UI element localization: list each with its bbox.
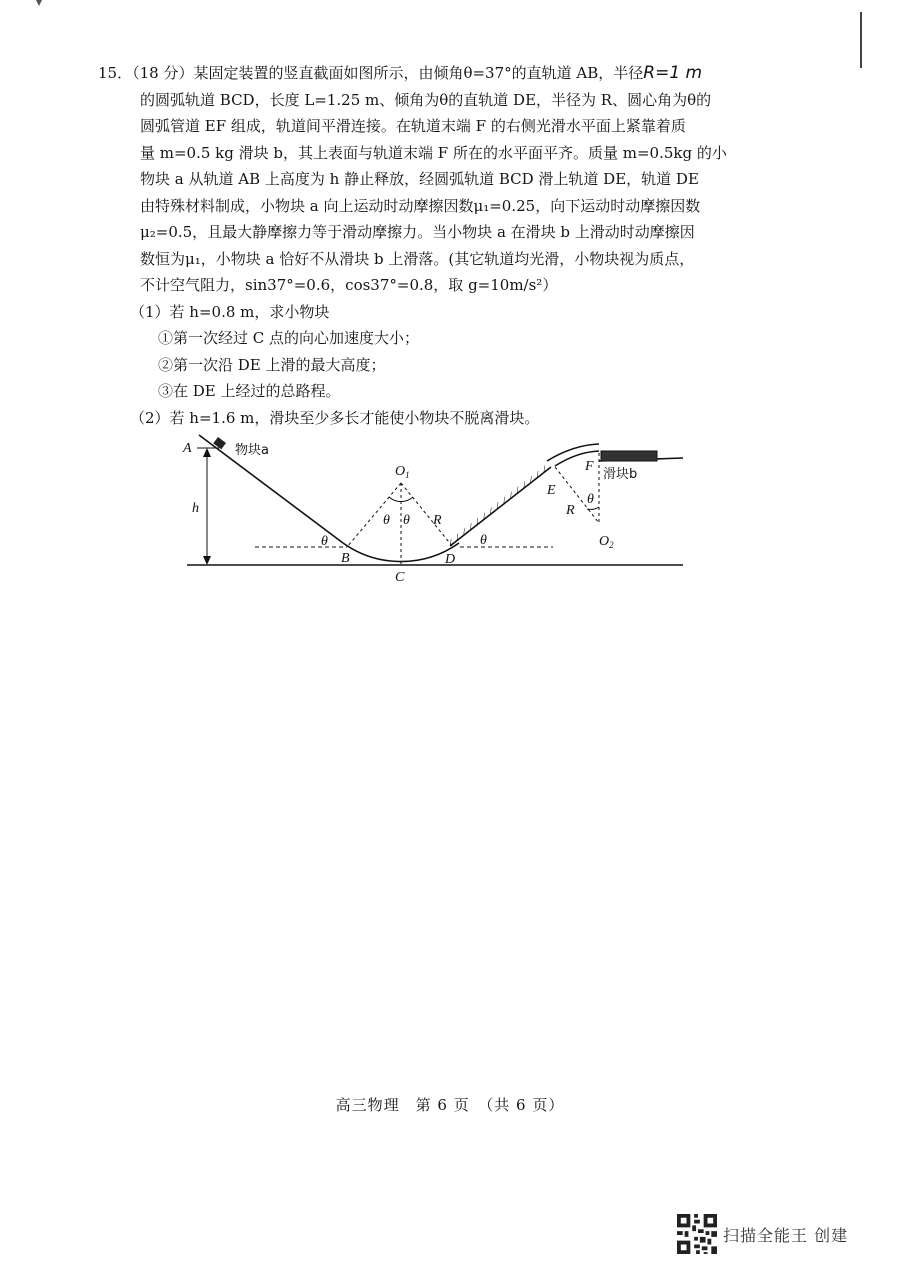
scanner-text: 扫描全能王 创建 [723, 1225, 849, 1245]
problem-text-line-1: 15．（18 分）某固定装置的竖直截面如图所示，由倾角θ=37°的直轨道 AB，半径 [98, 64, 644, 82]
part-1-title: （1）若 h=0.8 m，求小物块 [130, 302, 330, 321]
angle-arc-O2 [587, 507, 599, 509]
label-E: E [547, 483, 556, 498]
problem-line-9: 不计空气阻力，sin37°=0.6，cos37°=0.8，取 g=10m/s²） [140, 276, 558, 294]
track-diagram-svg [175, 425, 695, 590]
label-block-b: 滑块b [603, 467, 638, 482]
track-DE-hatch [447, 463, 551, 546]
label-D: D [445, 552, 456, 567]
problem-line-6: 由特殊材料制成，小物块 a 向上运动时动摩擦因数μ₁=0.25，向下运动时动摩擦因数 [140, 196, 701, 215]
problem-line-1 [98, 60, 788, 87]
problem-line-4: 量 m=0.5 kg 滑块 b，其上表面与轨道末端 F 所在的水平面平齐。质量 m=0.5kg 的小 [140, 143, 727, 162]
label-theta-O1-right: θ [403, 513, 410, 528]
height-arrow-bottom [203, 556, 211, 565]
radius-O1-B [347, 483, 401, 547]
label-theta-D: θ [480, 533, 487, 548]
scanner-watermark [677, 1212, 848, 1256]
track-AB [199, 435, 343, 543]
label-h: h [192, 501, 199, 516]
label-theta-O1-left: θ [383, 513, 390, 528]
problem-15 [98, 60, 788, 431]
label-R-O2: R [566, 503, 575, 518]
label-block-a: 物块a [235, 443, 269, 458]
problem-line-3: 圆弧管道 EF 组成，轨道间平滑连接。在轨道末端 F 的右侧光滑水平面上紧靠着质 [140, 117, 686, 135]
qr-code-icon [677, 1214, 717, 1254]
part-2: （2）若 h=1.6 m，滑块至少多长才能使小物块不脱离滑块。 [130, 408, 540, 427]
label-R-O1: R [433, 513, 442, 528]
label-O1: $O_1$ [395, 464, 410, 480]
track-diagram [175, 425, 695, 590]
label-A: A [183, 441, 192, 456]
problem-line-7: μ₂=0.5，且最大静摩擦力等于滑动摩擦力。当小物块 a 在滑块 b 上滑动时动摩擦因 [140, 223, 695, 241]
label-theta-B: θ [321, 534, 328, 549]
problem-line-8: 数恒为μ₁，小物块 a 恰好不从滑块 b 上滑落。(其它轨道均光滑，小物块视为质点， [140, 249, 695, 268]
page-footer: 高三物理 第 6 页 （共 6 页） [335, 1096, 565, 1114]
scan-corner-mark [36, 0, 44, 8]
part-1-item-2: ②第一次沿 DE 上滑的最大高度； [158, 355, 386, 374]
scan-edge-line [860, 12, 862, 68]
part-1-item-1: ①第一次经过 C 点的向心加速度大小； [158, 329, 420, 347]
height-arrow-top [203, 448, 211, 457]
block-b [601, 451, 657, 461]
part-1-item-3: ③在 DE 上经过的总路程。 [158, 382, 341, 400]
label-C: C [395, 570, 405, 585]
problem-line-5: 物块 a 从轨道 AB 上高度为 h 静止释放，经圆弧轨道 BCD 滑上轨道 DE，轨道 DE [140, 170, 699, 188]
label-theta-O2: θ [587, 492, 594, 507]
label-F: F [585, 459, 594, 474]
handwritten-radius: R=1 m [643, 63, 703, 83]
problem-line-2: 的圆弧轨道 BCD，长度 L=1.25 m、倾角为θ的直轨道 DE，半径为 R、圆心角为θ的 [140, 90, 712, 109]
label-B: B [341, 551, 350, 566]
label-O2: $O_2$ [599, 534, 614, 550]
